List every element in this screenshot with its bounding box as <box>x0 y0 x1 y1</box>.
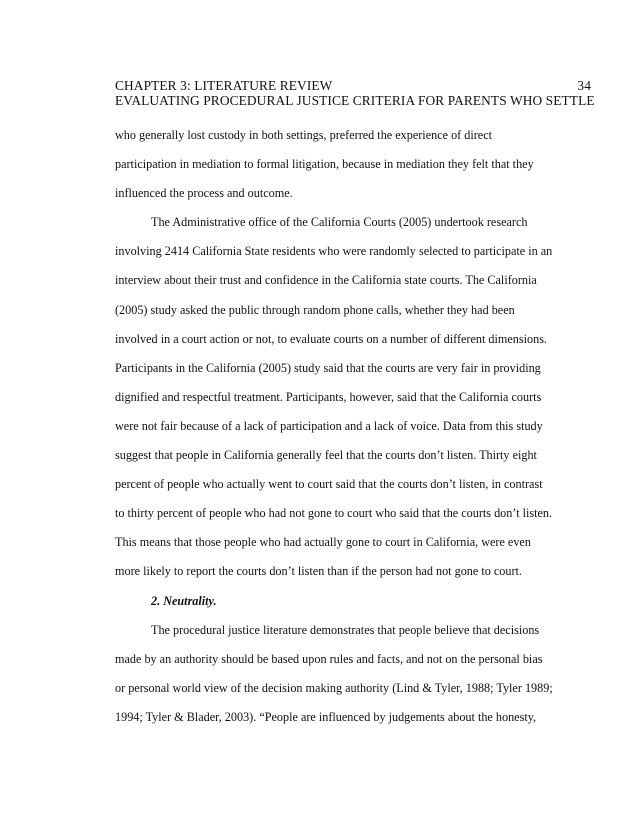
text-line: suggest that people in California generally feel that the courts don’t listen. Thirty eight <box>115 448 537 463</box>
text-line: or personal world view of the decision making authority (Lind & Tyler, 1988; Tyler 1989; <box>115 680 553 695</box>
text-line: influenced the process and outcome. <box>115 186 293 201</box>
text-line: made by an authority should be based upon rules and facts, and not on the personal bias <box>115 651 543 666</box>
text-line: The procedural justice literature demonstrates that people believe that decisions <box>151 622 540 637</box>
text-line: involved in a court action or not, to evaluate courts on a number of different dimensions. <box>115 331 547 346</box>
text-line: dignified and respectful treatment. Participants, however, said that the California courts <box>115 389 542 404</box>
text-line: Participants in the California (2005) study said that the courts are very fair in providing <box>115 360 541 375</box>
chapter-title: CHAPTER 3: LITERATURE REVIEW <box>115 78 333 93</box>
text-line: interview about their trust and confidence in the California state courts. The California <box>115 273 537 288</box>
text-line: more likely to report the courts don’t listen than if the person had not gone to court. <box>115 564 522 579</box>
text-line: (2005) study asked the public through random phone calls, whether they had been <box>115 302 515 317</box>
page-number: 34 <box>577 78 591 93</box>
text-line: percent of people who actually went to court said that the courts don’t listen, in contrast <box>115 477 543 492</box>
text-line: were not fair because of a lack of participation and a lack of voice. Data from this study <box>115 418 543 433</box>
text-line: participation in mediation to formal litigation, because in mediation they felt that they <box>115 157 534 172</box>
running-title: EVALUATING PROCEDURAL JUSTICE CRITERIA FOR PARENTS WHO SETTLE <box>115 93 595 108</box>
text-line: to thirty percent of people who had not gone to court who said that the courts don’t listen. <box>115 506 553 521</box>
text-line: This means that those people who had actually gone to court in California, were even <box>115 535 531 550</box>
text-line: who generally lost custody in both settings, preferred the experience of direct <box>115 128 493 142</box>
text-line: The Administrative office of the California Courts (2005) undertook research <box>151 215 528 230</box>
running-header <box>115 78 595 108</box>
text-line: involving 2414 California State residents who were randomly selected to participate in an <box>115 244 553 259</box>
text-line: 1994; Tyler & Blader, 2003). “People are influenced by judgements about the honesty, <box>115 709 537 724</box>
header-top-line <box>115 78 591 93</box>
body-text <box>115 121 595 732</box>
section-heading: 2. Neutrality. <box>151 593 217 608</box>
